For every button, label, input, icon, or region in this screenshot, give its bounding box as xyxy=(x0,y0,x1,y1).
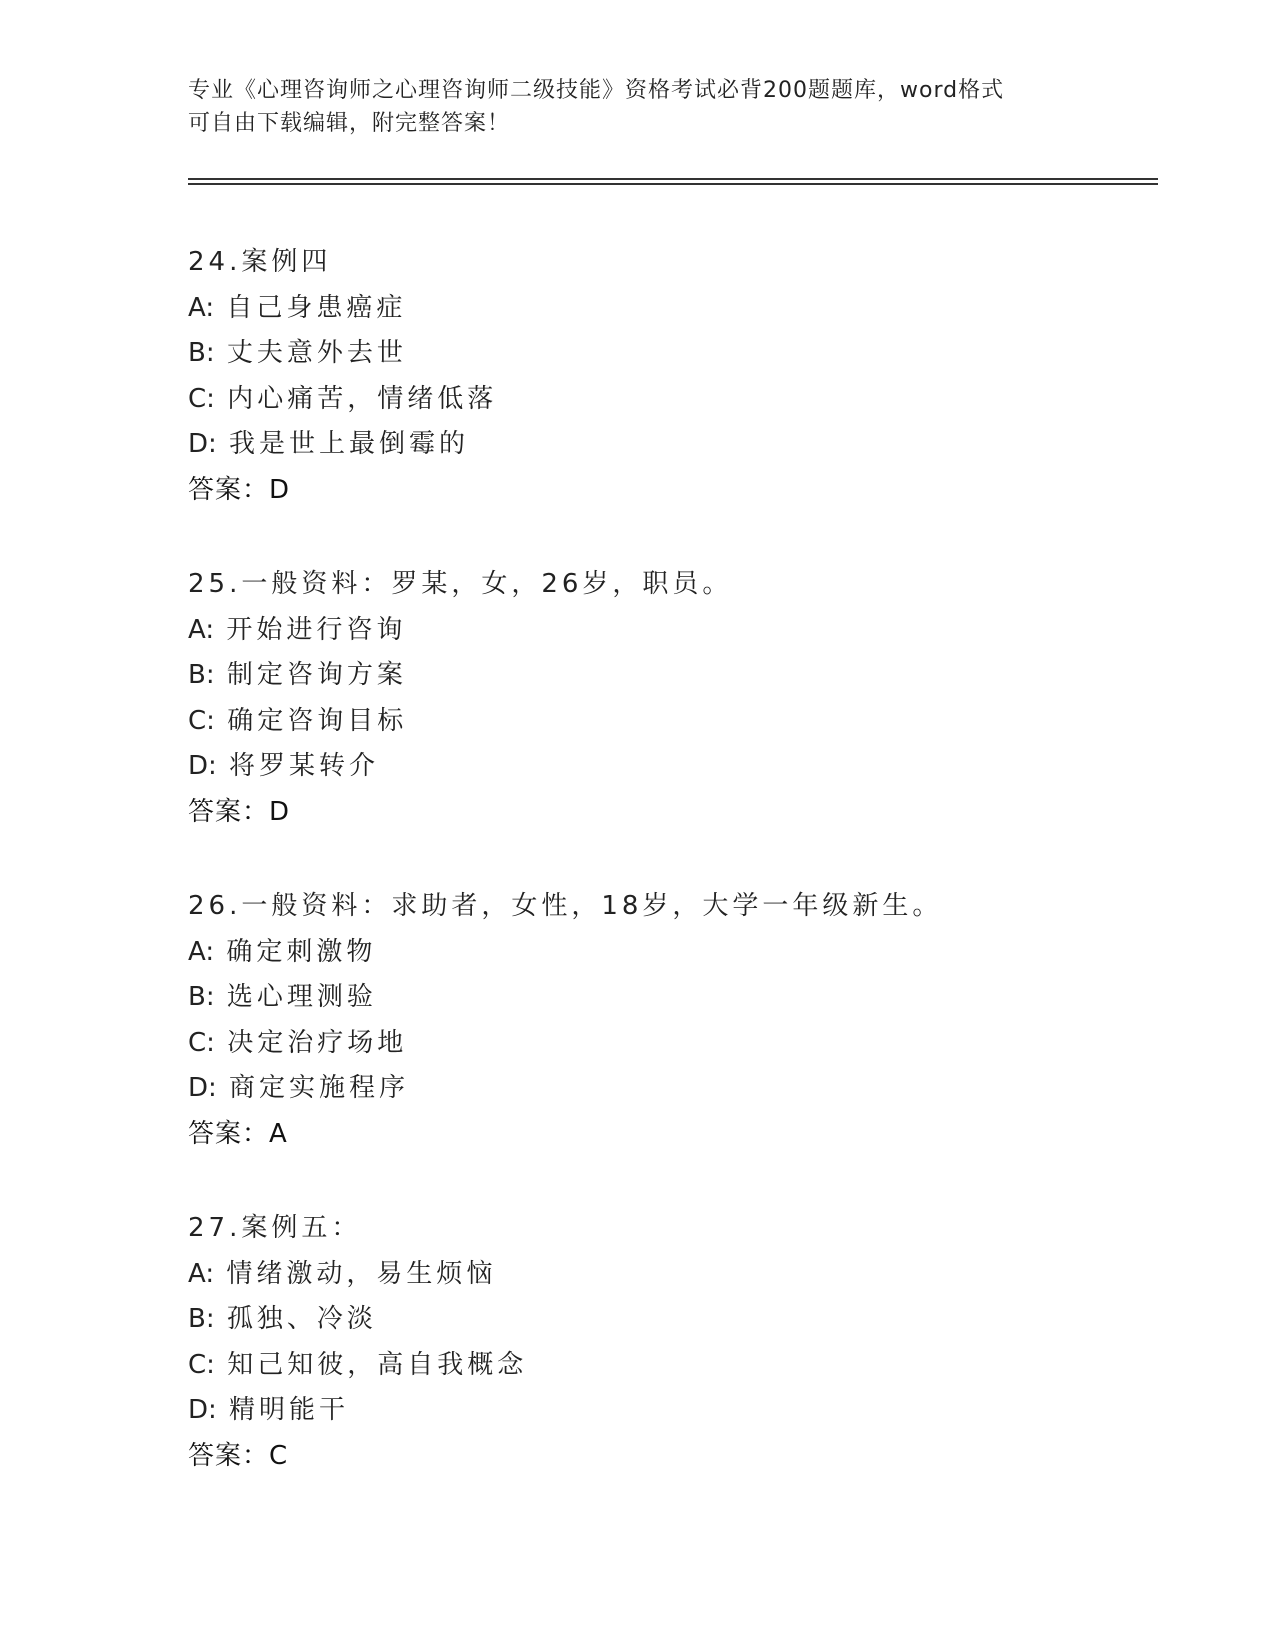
option-label: A: xyxy=(188,292,215,323)
option-text: 孤独、冷淡 xyxy=(226,1304,377,1334)
option-a xyxy=(188,608,1188,654)
option-a xyxy=(188,930,1188,976)
option-text: 选心理测验 xyxy=(226,982,377,1012)
option-label: C: xyxy=(188,1349,215,1380)
option-label: D: xyxy=(188,1073,217,1103)
option-c xyxy=(188,1343,1188,1389)
option-a xyxy=(188,286,1188,332)
header-title-line-2: 可自由下载编辑，附完整答案！ xyxy=(188,111,511,136)
option-b xyxy=(188,331,1188,377)
option-label: C: xyxy=(188,383,215,414)
option-label: B: xyxy=(188,1304,215,1334)
option-text: 自己身患癌症 xyxy=(226,292,407,323)
option-text: 决定治疗场地 xyxy=(227,1027,408,1058)
option-c xyxy=(188,1021,1188,1067)
option-text: 开始进行咨询 xyxy=(226,614,407,645)
option-b xyxy=(188,1297,1188,1343)
option-text: 精明能干 xyxy=(229,1395,350,1425)
option-text: 确定咨询目标 xyxy=(227,705,408,736)
option-text: 内心痛苦，情绪低落 xyxy=(227,383,498,414)
header-divider-bottom xyxy=(188,183,1158,185)
option-text: 商定实施程序 xyxy=(229,1073,410,1103)
option-text: 知己知彼，高自我概念 xyxy=(227,1349,528,1380)
option-d xyxy=(188,1388,1188,1434)
document-header xyxy=(188,74,1088,140)
option-b xyxy=(188,975,1188,1021)
option-label: A: xyxy=(188,936,215,967)
option-label: A: xyxy=(188,1258,215,1289)
answer-line: 答案：A xyxy=(188,1118,288,1149)
answer-line: 答案：D xyxy=(188,796,291,827)
option-a xyxy=(188,1252,1188,1298)
question-stem: 27.案例五： xyxy=(188,1213,362,1243)
option-c xyxy=(188,699,1188,745)
answer-line: 答案：C xyxy=(188,1440,289,1471)
option-label: D: xyxy=(188,1395,217,1425)
header-title-line-1: 专业《心理咨询师之心理咨询师二级技能》资格考试必背200题题库，word格式 xyxy=(188,78,1005,103)
option-label: C: xyxy=(188,1027,215,1058)
question-27 xyxy=(188,1206,1188,1479)
question-24 xyxy=(188,240,1188,513)
question-list xyxy=(188,240,1188,1528)
option-text: 丈夫意外去世 xyxy=(226,338,407,368)
option-text: 制定咨询方案 xyxy=(226,660,407,690)
option-d xyxy=(188,422,1188,468)
option-label: C: xyxy=(188,705,215,736)
option-d xyxy=(188,1066,1188,1112)
option-d xyxy=(188,744,1188,790)
question-stem: 24.案例四 xyxy=(188,247,332,277)
option-text: 将罗某转介 xyxy=(229,751,380,781)
option-text: 确定刺激物 xyxy=(226,936,377,967)
option-b xyxy=(188,653,1188,699)
option-label: B: xyxy=(188,660,215,690)
question-stem: 26.一般资料：求助者，女性，18岁，大学一年级新生。 xyxy=(188,891,943,921)
question-25 xyxy=(188,562,1188,835)
header-divider-top xyxy=(188,178,1158,180)
option-label: D: xyxy=(188,751,217,781)
option-label: A: xyxy=(188,614,215,645)
option-label: B: xyxy=(188,338,215,368)
answer-line: 答案：D xyxy=(188,474,291,505)
question-stem: 25.一般资料：罗某，女，26岁，职员。 xyxy=(188,569,733,599)
option-text: 我是世上最倒霉的 xyxy=(229,429,470,459)
option-label: D: xyxy=(188,429,217,459)
option-c xyxy=(188,377,1188,423)
option-text: 情绪激动，易生烦恼 xyxy=(226,1258,497,1289)
option-label: B: xyxy=(188,982,215,1012)
question-26 xyxy=(188,884,1188,1157)
